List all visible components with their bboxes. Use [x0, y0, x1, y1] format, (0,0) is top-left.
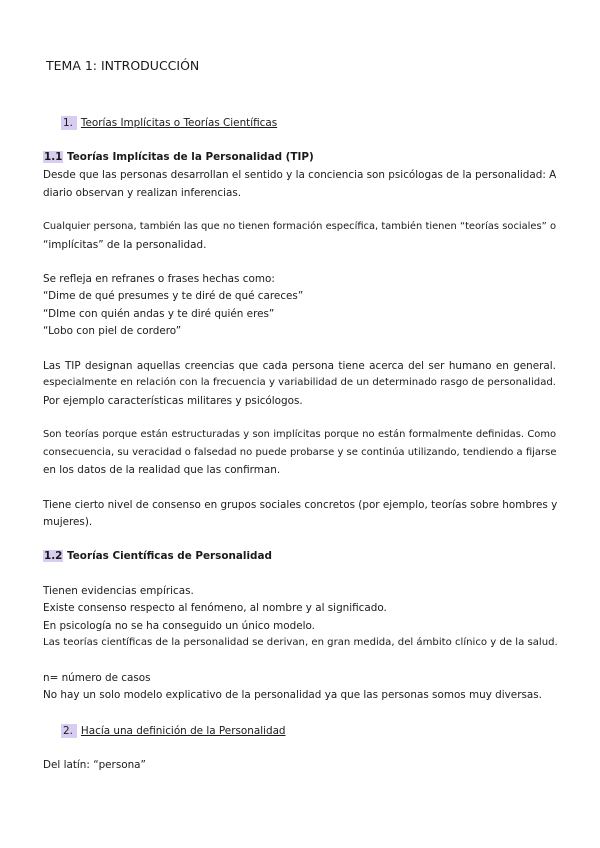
section-heading-2	[61, 725, 286, 737]
paragraph-line: Son teorías porque están estructuradas y son implícitas porque no están formalmente definidas. Como	[43, 429, 556, 440]
paragraph-line: “implícitas” de la personalidad.	[43, 239, 207, 251]
paragraph-line: Desde que las personas desarrollan el sentido y la conciencia son psicólogas de la personalidad: A	[43, 169, 557, 181]
paragraph-line: Tiene cierto nivel de consenso en grupos sociales concretos (por ejemplo, teorías sobre hombres y	[43, 499, 558, 511]
quote-line: “DIme con quién andas y te diré quién eres”	[43, 308, 275, 320]
subsection-label: Teorías Científicas de Personalidad	[67, 550, 272, 562]
section-number: 1.	[61, 116, 77, 130]
subsection-number: 1.1	[44, 151, 63, 163]
paragraph-line: Existe consenso respecto al fenómeno, al nombre y al significado.	[43, 602, 387, 614]
paragraph-line: Las teorías científicas de la personalidad se derivan, en gran medida, del ámbito clínico y de la salud.	[43, 637, 558, 648]
quote-line: “Dime de qué presumes y te diré de qué careces”	[43, 290, 304, 302]
paragraph-line: Las TIP designan aquellas creencias que cada persona tiene acerca del ser humano en general.	[43, 360, 556, 372]
paragraph-line: en los datos de la realidad que las confirman.	[43, 464, 281, 476]
quote-line: “Lobo con piel de cordero”	[43, 325, 182, 337]
page-title: TEMA 1: INTRODUCCIÓN	[46, 58, 200, 73]
subsection-heading-1-1	[43, 151, 314, 163]
paragraph-line: n= número de casos	[43, 672, 151, 684]
paragraph-line: Se refleja en refranes o frases hechas como:	[43, 273, 275, 285]
section-label: Hacía una definición de la Personalidad	[80, 725, 286, 737]
paragraph-line: consecuencia, su veracidad o falsedad no puede probarse y se continúa utilizando, tendiendo a fijarse	[43, 447, 557, 458]
paragraph-line: especialmente en relación con la frecuencia y variabilidad de un determinado rasgo de personalidad.	[43, 377, 556, 388]
subsection-number: 1.2	[44, 550, 63, 562]
paragraph-line: Del latín: “persona”	[43, 759, 146, 771]
subsection-label: Teorías Implícitas de la Personalidad (TIP)	[67, 151, 314, 163]
paragraph-line: mujeres).	[43, 516, 93, 528]
paragraph-line: Cualquier persona, también las que no tienen formación específica, también tienen “teorías sociales” o	[43, 221, 556, 232]
section-label: Teorías Implícitas o Teorías Científicas	[80, 117, 278, 129]
subsection-heading-1-2	[43, 550, 272, 562]
paragraph-line: Tienen evidencias empíricas.	[43, 585, 194, 597]
section-heading-1	[61, 117, 277, 129]
paragraph-line: Por ejemplo características militares y psicólogos.	[43, 395, 303, 407]
section-number: 2.	[61, 724, 77, 738]
paragraph-line: No hay un solo modelo explicativo de la personalidad ya que las personas somos muy diversas.	[43, 689, 542, 701]
paragraph-line: En psicología no se ha conseguido un único modelo.	[43, 620, 315, 632]
paragraph-line: diario observan y realizan inferencias.	[43, 187, 242, 199]
